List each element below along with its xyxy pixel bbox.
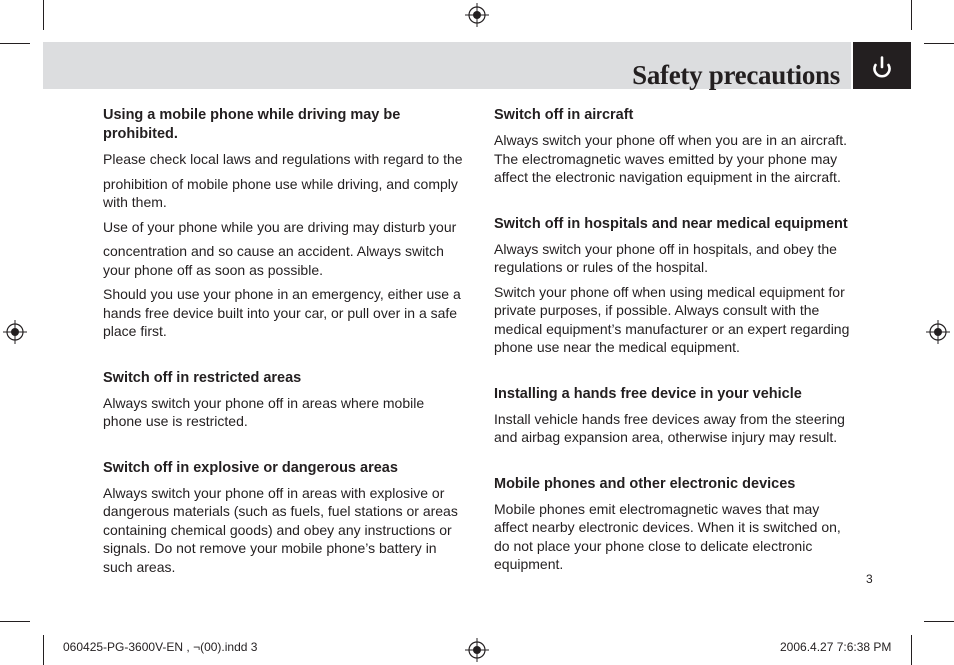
crop-mark xyxy=(924,43,954,44)
paragraph: prohibition of mobile phone use while driving, and comply with them. xyxy=(103,175,458,210)
crop-mark xyxy=(43,0,44,30)
paragraph: Always switch your phone off in areas where mobile phone use is restricted. xyxy=(103,394,425,429)
paragraph: Use of your phone while you are driving may disturb your xyxy=(103,218,457,235)
left-column xyxy=(103,106,463,582)
section-electronic-devices xyxy=(494,475,856,574)
paragraph: Install vehicle hands free devices away from the steering and airbag expansion area, otherwise injury may result. xyxy=(494,410,845,445)
paragraph: Switch your phone off when using medical equipment for private purposes, if possible. Always consult with the medical equipment’s manufacturer or an expert regarding phone use near the medical equipment. xyxy=(494,283,850,355)
crop-mark xyxy=(0,43,30,44)
section-heading: Switch off in restricted areas xyxy=(103,369,302,386)
section-heading: Installing a hands free device in your vehicle xyxy=(494,385,802,402)
registration-mark-icon xyxy=(3,320,27,344)
registration-mark-icon xyxy=(465,3,489,27)
paragraph: Always switch your phone off in hospitals, and obey the regulations or rules of the hospital. xyxy=(494,240,837,275)
footer-file-name: 060425-PG-3600V-EN , ¬(00).indd 3 xyxy=(63,640,258,654)
paragraph: concentration and so cause an accident. Always switch your phone off as soon as possible. xyxy=(103,243,444,278)
page-number: 3 xyxy=(866,572,873,586)
section-heading: Mobile phones and other electronic devices xyxy=(494,475,796,492)
crop-mark xyxy=(911,0,912,30)
footer-timestamp: 2006.4.27 7:6:38 PM xyxy=(780,640,892,654)
paragraph: Please check local laws and regulations with regard to the xyxy=(103,151,463,167)
crop-mark xyxy=(911,635,912,665)
section-heading: Switch off in explosive or dangerous areas xyxy=(103,459,398,476)
section-tab xyxy=(853,42,911,89)
paragraph: Mobile phones emit electromagnetic waves that may affect nearby electronic devices. When it is switched on, do not place your phone close to delicate electronic equipment. xyxy=(494,500,841,572)
section-heading: Using a mobile phone while driving may be prohibited. xyxy=(103,107,401,142)
section-hands-free xyxy=(494,385,856,447)
crop-mark xyxy=(43,635,44,665)
registration-mark-icon xyxy=(465,638,489,662)
paragraph: Should you use your phone in an emergency, either use a hands free device built into your car, or pull over in a safe place first. xyxy=(103,286,461,339)
section-aircraft xyxy=(494,106,856,187)
section-heading: Switch off in aircraft xyxy=(494,107,634,123)
section-driving xyxy=(103,106,463,341)
section-heading: Switch off in hospitals and near medical equipment xyxy=(494,215,848,232)
paragraph: Always switch your phone off when you are in an aircraft. The electromagnetic waves emitted by your phone may affect the electronic navigation equipment in the aircraft. xyxy=(494,132,848,185)
section-explosive-areas xyxy=(103,459,463,577)
crop-mark xyxy=(0,621,30,622)
section-hospitals xyxy=(494,215,856,357)
crop-mark xyxy=(924,621,954,622)
paragraph: Always switch your phone off in areas with explosive or dangerous materials (such as fuels, fuel stations or areas containing chemical goods) and obey any instructions or signals. Do not remove your mobile phone’s battery in such areas. xyxy=(103,484,458,575)
page-title: Safety precautions xyxy=(632,60,840,90)
right-column xyxy=(494,106,856,580)
power-icon xyxy=(853,42,911,89)
registration-mark-icon xyxy=(926,320,950,344)
section-restricted-areas xyxy=(103,369,463,431)
